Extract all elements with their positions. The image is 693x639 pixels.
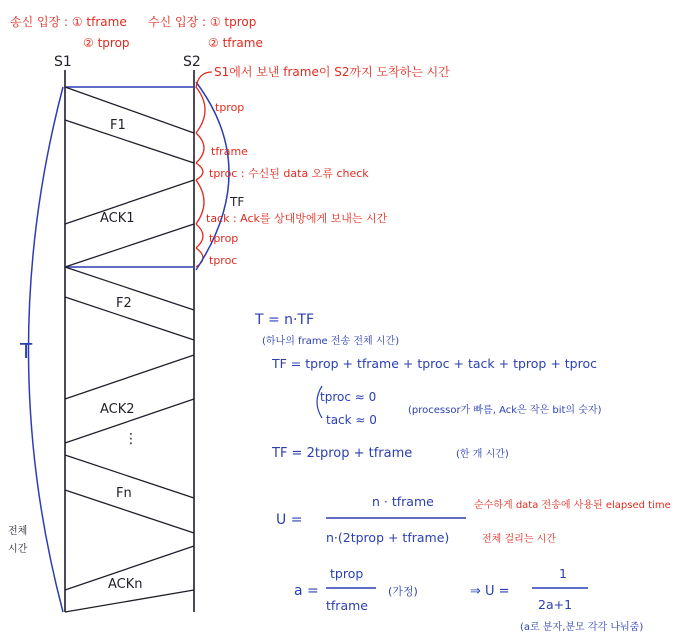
brace-tack: [196, 180, 204, 224]
utilization-simplified-note: (a로 분자,분모 각각 나눠줌): [520, 622, 644, 633]
tframe-label: tframe: [211, 145, 248, 158]
a-note: (가정): [388, 585, 418, 598]
transmission-lines: [65, 87, 194, 612]
frame-ack1-label: ACK1: [100, 211, 135, 226]
ellipsis-marker: ⋮: [124, 431, 138, 447]
ack2-start-line: [65, 355, 194, 399]
frame-f1-label: F1: [110, 118, 126, 133]
frame-ackn-label: ACKn: [108, 577, 143, 592]
utilization-lhs: U =: [276, 512, 303, 528]
eq-tf-simplified: TF = 2tprop + tframe: [272, 446, 413, 461]
eq-total-note: (하나의 frame 전송 전체 시간): [262, 336, 400, 347]
a-denominator: tframe: [326, 598, 368, 613]
utilization-denominator: n·(2tprop + tframe): [326, 530, 450, 545]
frame-fn-label: Fn: [116, 486, 132, 501]
receiver-view-label: 수신 입장 : ① tprop: [148, 15, 257, 29]
total-time-note-line2: 시간: [8, 544, 28, 555]
arrival-note: S1에서 보낸 frame이 S2까지 도착하는 시간: [214, 65, 450, 79]
station-s2-label: S2: [183, 54, 201, 70]
receiver-view-item-2: ② tframe: [208, 36, 263, 50]
brace-tproc: [196, 163, 203, 180]
frame-f2-label: F2: [116, 296, 132, 311]
utilization-numerator: n · tframe: [372, 494, 434, 509]
station-s1-label: S1: [54, 54, 72, 70]
ack1-end-line: [65, 224, 194, 267]
tack-label: tack : Ack를 상대방에게 보내는 시간: [206, 212, 388, 225]
approx-tack: tack ≈ 0: [326, 413, 377, 427]
approx-tproc: tproc ≈ 0: [320, 390, 377, 404]
sender-view-item-2: ② tprop: [83, 36, 130, 50]
utilization-simplified-numerator: 1: [559, 566, 567, 581]
brace-tprop2: [196, 224, 203, 248]
tf-label: TF: [230, 195, 245, 209]
eq-tf-simplified-note: (한 개 시간): [456, 449, 509, 460]
tproc-label-2: tproc: [209, 254, 238, 267]
tprop-label-1: tprop: [215, 101, 245, 114]
eq-tf-expanded: TF = tprop + tframe + tproc + tack + tprop + tproc: [272, 356, 597, 371]
tprop-label-2: tprop: [209, 232, 239, 245]
ackn-end-line: [65, 590, 194, 612]
total-time-note-line1: 전체: [8, 526, 28, 537]
utilization-numerator-note: 순수하게 data 전송에 사용된 elapsed time: [474, 500, 671, 511]
eq-total: T = n·TF: [255, 312, 315, 328]
utilization-simplified-denominator: 2a+1: [538, 597, 573, 612]
frame-ack2-label: ACK2: [100, 402, 135, 417]
total-time-brace: [29, 87, 64, 612]
utilization-denominator-note: 전체 걸리는 시간: [482, 534, 556, 545]
a-numerator: tprop: [330, 566, 364, 581]
brace-tframe: [196, 133, 204, 163]
a-lhs: a =: [294, 583, 319, 599]
total-time-T-label: T: [20, 339, 33, 363]
tproc-label-1: tproc : 수신된 data 오류 check: [209, 167, 369, 180]
utilization-simplified-lhs: ⇒ U =: [470, 584, 510, 599]
time-braces: [196, 87, 205, 267]
approx-note: (processor가 빠름, Ack은 작은 bit의 숫자): [408, 405, 602, 416]
sender-view-label: 송신 입장 : ① tframe: [10, 15, 127, 29]
